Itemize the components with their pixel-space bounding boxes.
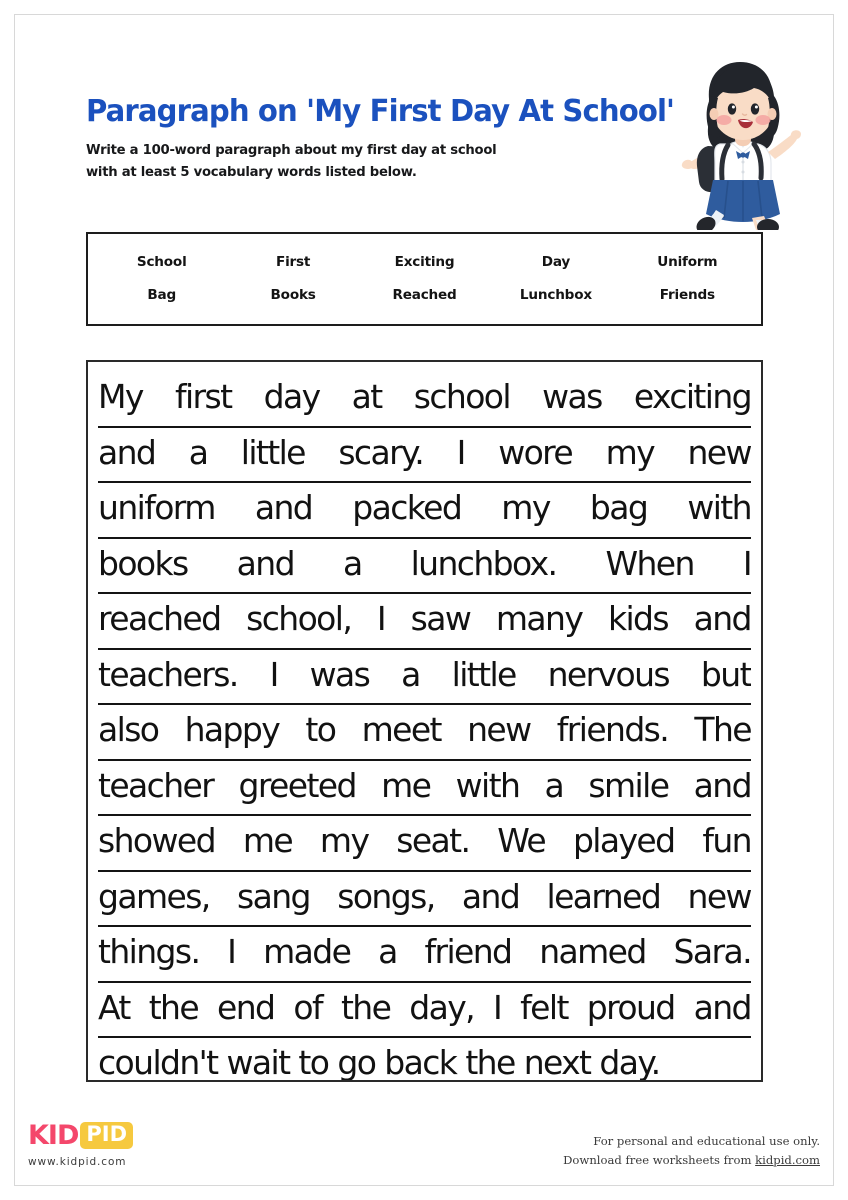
paragraph-word: When <box>605 543 694 583</box>
vocabulary-word: Uniform <box>657 253 718 270</box>
paragraph-word: of <box>293 987 322 1027</box>
paragraph-word: school, <box>246 599 352 638</box>
paragraph-word: with <box>455 765 520 805</box>
paragraph-written-text <box>98 372 751 1082</box>
paragraph-word: reached <box>98 599 221 638</box>
paragraph-line <box>98 372 751 428</box>
paragraph-word: friend <box>424 932 512 971</box>
paragraph-word: My <box>98 377 143 416</box>
paragraph-line <box>98 816 751 872</box>
paragraph-word: day, <box>409 987 475 1027</box>
paragraph-word: and <box>254 488 313 527</box>
paragraph-word: lunchbox. <box>410 543 557 583</box>
paragraph-line <box>98 594 751 650</box>
logo-kid-text: KID <box>28 1119 79 1151</box>
paragraph-line <box>98 983 751 1039</box>
vocabulary-row <box>96 287 753 303</box>
paragraph-word: songs, <box>337 876 435 916</box>
paragraph-line <box>98 761 751 817</box>
paragraph-word: things. <box>98 932 200 971</box>
paragraph-word: bag <box>589 488 648 527</box>
vocabulary-word: Friends <box>659 286 715 303</box>
paragraph-word: At <box>98 987 130 1027</box>
schoolgirl-illustration <box>676 52 806 230</box>
paragraph-word: new <box>687 876 751 916</box>
footer-note-line-1: For personal and educational use only. <box>593 1134 820 1148</box>
paragraph-word: to <box>298 1043 329 1082</box>
vocabulary-word: School <box>136 253 187 270</box>
instruction-line-2: with at least 5 vocabulary words listed below. <box>86 164 417 180</box>
paragraph-word: and <box>98 432 156 472</box>
logo-mark <box>28 1120 178 1150</box>
paragraph-word: I <box>227 932 236 971</box>
paragraph-word: me <box>242 821 293 860</box>
vocabulary-word: Reached <box>392 286 457 303</box>
paragraph-word: next <box>523 1043 591 1082</box>
paragraph-word: many <box>495 599 583 638</box>
paragraph-word: named <box>539 932 646 971</box>
paragraph-line <box>98 650 751 706</box>
paragraph-word: to <box>305 710 336 749</box>
paragraph-word: teacher <box>98 765 214 805</box>
paragraph-word: new <box>687 432 751 472</box>
vocabulary-word-box <box>86 232 763 326</box>
paragraph-word: the <box>340 987 391 1027</box>
paragraph-word: the <box>148 987 199 1027</box>
paragraph-word: played <box>572 821 675 860</box>
footer-note-prefix: Download free worksheets from <box>563 1152 756 1167</box>
paragraph-word: fun <box>702 821 751 860</box>
paragraph-answer-box[interactable] <box>86 360 763 1082</box>
paragraph-word: and <box>693 987 751 1027</box>
paragraph-word: but <box>700 654 751 694</box>
logo-pid-text: PID <box>86 1121 128 1146</box>
paragraph-word: friends. <box>556 710 669 749</box>
paragraph-line <box>98 1038 751 1082</box>
vocabulary-word: Lunchbox <box>519 286 592 303</box>
paragraph-word: day. <box>599 1043 660 1082</box>
paragraph-word: little <box>240 432 305 472</box>
instruction-line-1: Write a 100-word paragraph about my first day at school <box>86 143 497 159</box>
paragraph-word: made <box>263 932 351 971</box>
paragraph-word: sang <box>237 876 310 916</box>
paragraph-word: end <box>217 987 275 1027</box>
paragraph-word: felt <box>520 987 568 1027</box>
paragraph-word: books <box>98 543 188 583</box>
paragraph-word: a <box>342 543 362 583</box>
paragraph-word: a <box>378 932 397 971</box>
paragraph-word: saw <box>410 599 471 638</box>
paragraph-word: day <box>263 377 320 416</box>
footer-usage-note <box>400 1132 820 1170</box>
paragraph-line <box>98 927 751 983</box>
paragraph-word: new <box>467 710 531 749</box>
worksheet-instructions <box>86 140 776 183</box>
paragraph-word: wore <box>498 432 573 472</box>
logo-pid-badge <box>80 1122 133 1149</box>
paragraph-word: games, <box>98 876 210 916</box>
paragraph-word: first <box>174 377 232 416</box>
paragraph-word: kids <box>607 599 668 638</box>
paragraph-word: The <box>694 710 751 749</box>
kidpid-link[interactable]: kidpid.com <box>755 1152 820 1167</box>
paragraph-word: couldn't <box>98 1043 218 1082</box>
vocabulary-row <box>96 254 753 270</box>
paragraph-word: a <box>188 432 208 472</box>
paragraph-word: my <box>319 821 369 860</box>
logo-website-url: www.kidpid.com <box>28 1156 127 1168</box>
paragraph-line <box>98 872 751 928</box>
paragraph-line <box>98 428 751 484</box>
paragraph-word: was <box>542 377 602 416</box>
paragraph-word: my <box>605 432 655 472</box>
paragraph-word: I <box>456 432 465 472</box>
paragraph-word: nervous <box>547 654 670 694</box>
paragraph-word: a <box>401 654 420 694</box>
vocabulary-word: Exciting <box>394 253 455 270</box>
paragraph-word: smile <box>588 765 669 805</box>
vocabulary-word: Books <box>270 286 316 303</box>
paragraph-word: Sara. <box>673 932 751 971</box>
paragraph-line <box>98 539 751 595</box>
paragraph-word: I <box>269 654 278 694</box>
paragraph-word: and <box>461 876 520 916</box>
paragraph-word: greeted <box>238 765 356 805</box>
paragraph-word: and <box>693 765 751 805</box>
paragraph-word: little <box>451 654 516 694</box>
vocabulary-word: Day <box>541 253 571 270</box>
paragraph-word: I <box>742 543 751 583</box>
worksheet-header <box>86 96 776 183</box>
paragraph-word: at <box>351 377 382 416</box>
paragraph-word: happy <box>184 710 280 749</box>
paragraph-word: was <box>309 654 370 694</box>
paragraph-word: packed <box>352 488 462 527</box>
paragraph-word: meet <box>361 710 441 749</box>
page-title: Paragraph on 'My First Day At School' <box>86 94 675 129</box>
paragraph-word: school <box>413 377 510 416</box>
paragraph-line <box>98 705 751 761</box>
paragraph-word: proud <box>586 987 675 1027</box>
kidpid-logo <box>28 1120 178 1176</box>
paragraph-word: exciting <box>633 377 751 416</box>
paragraph-word: wait <box>226 1043 290 1082</box>
paragraph-word: learned <box>546 876 661 916</box>
paragraph-line <box>98 483 751 539</box>
paragraph-word: the <box>465 1043 515 1082</box>
paragraph-word: We <box>497 821 546 860</box>
paragraph-word: also <box>98 710 159 749</box>
vocabulary-word: Bag <box>147 286 177 303</box>
paragraph-word: showed <box>98 821 215 860</box>
paragraph-word: go <box>337 1043 376 1082</box>
paragraph-word: a <box>544 765 564 805</box>
paragraph-word: uniform <box>98 488 215 527</box>
paragraph-word: with <box>687 488 751 527</box>
paragraph-word: scary. <box>338 432 424 472</box>
paragraph-word: seat. <box>396 821 470 860</box>
paragraph-word: and <box>236 543 294 583</box>
paragraph-word: me <box>381 765 431 805</box>
paragraph-word: I <box>493 987 502 1027</box>
paragraph-word: teachers. <box>98 654 238 694</box>
paragraph-word: and <box>693 599 751 638</box>
paragraph-word: back <box>384 1043 457 1082</box>
paragraph-word: my <box>501 488 550 527</box>
footer-note-line-2 <box>400 1151 820 1170</box>
paragraph-word: I <box>376 599 385 638</box>
vocabulary-word: First <box>275 253 311 270</box>
